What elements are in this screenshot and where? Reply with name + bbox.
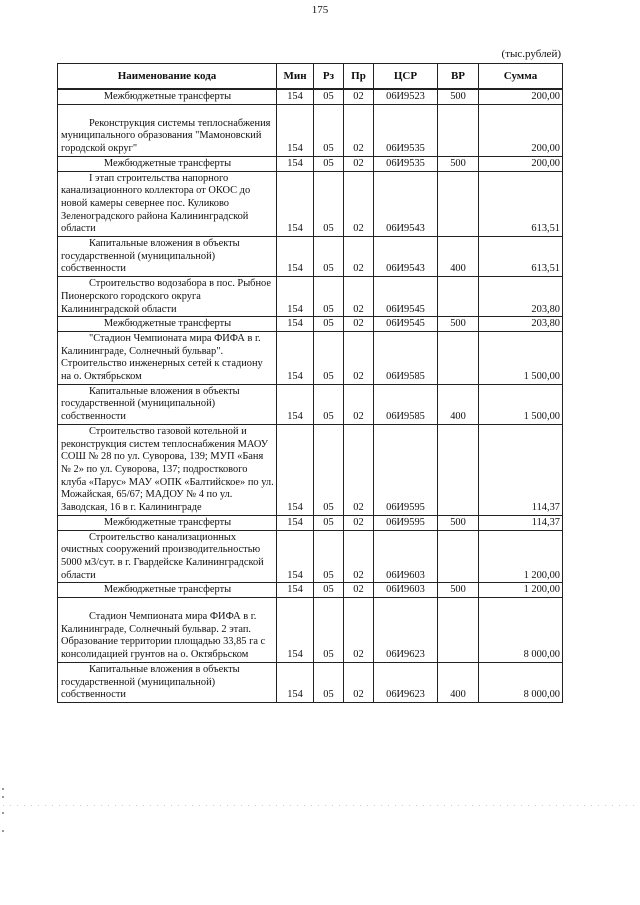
row-pr: 02 [344,171,374,237]
row-csr: 06И9543 [374,171,438,237]
units-label: (тыс.рублей) [501,48,561,60]
row-csr: 06И9535 [374,156,438,171]
row-name: Капитальные вложения в объекты государственной (муниципальной) собственности [61,385,240,423]
page-number: 175 [311,4,329,16]
row-rz: 05 [314,89,344,104]
row-vr: 500 [438,89,479,104]
scan-noise-dot [2,812,4,814]
row-rz: 05 [314,583,344,598]
table-row [58,89,563,104]
table-row [58,515,563,530]
row-csr: 06И9545 [374,277,438,317]
row-pr: 02 [344,424,374,515]
row-csr: 06И9623 [374,598,438,663]
header-name: Наименование кода [58,64,277,90]
row-name-cell [58,171,277,237]
row-name: Межбюджетные трансферты [58,156,277,171]
row-vr [438,277,479,317]
row-name: Межбюджетные трансферты [58,89,277,104]
row-pr: 02 [344,583,374,598]
row-min: 154 [277,331,314,384]
row-min: 154 [277,237,314,277]
row-vr: 500 [438,156,479,171]
row-vr [438,530,479,583]
row-vr [438,171,479,237]
row-min: 154 [277,277,314,317]
row-min: 154 [277,104,314,156]
row-csr: 06И9603 [374,530,438,583]
header-min: Мин [277,64,314,90]
row-name: Строительство канализационных очистных сооружений производительностью 5000 м3/сут. в г. Гвардейске Калининградской области [61,531,264,581]
row-rz: 05 [314,331,344,384]
row-vr [438,424,479,515]
row-sum: 203,80 [479,317,563,332]
row-pr: 02 [344,530,374,583]
row-rz: 05 [314,384,344,424]
row-pr: 02 [344,156,374,171]
row-sum: 200,00 [479,89,563,104]
row-min: 154 [277,156,314,171]
row-vr: 400 [438,237,479,277]
row-sum: 1 500,00 [479,331,563,384]
table-row [58,156,563,171]
row-min: 154 [277,515,314,530]
table-row [58,317,563,332]
row-name: Капитальные вложения в объекты государственной (муниципальной) собственности [61,663,240,701]
row-rz: 05 [314,277,344,317]
row-pr: 02 [344,384,374,424]
row-csr: 06И9603 [374,583,438,598]
row-min: 154 [277,598,314,663]
row-name-cell [58,530,277,583]
row-csr: 06И9535 [374,104,438,156]
header-sum: Сумма [479,64,563,90]
row-csr: 06И9523 [374,89,438,104]
row-name-cell [58,598,277,663]
row-sum: 114,37 [479,424,563,515]
row-vr: 400 [438,384,479,424]
table-row [58,331,563,384]
row-pr: 02 [344,89,374,104]
row-rz: 05 [314,317,344,332]
row-rz: 05 [314,104,344,156]
row-pr: 02 [344,598,374,663]
row-name-cell [58,662,277,702]
header-rz: Рз [314,64,344,90]
row-pr: 02 [344,277,374,317]
row-rz: 05 [314,424,344,515]
header-pr: Пр [344,64,374,90]
row-vr: 500 [438,515,479,530]
row-vr [438,104,479,156]
row-min: 154 [277,89,314,104]
row-vr [438,598,479,663]
row-csr: 06И9595 [374,515,438,530]
row-name: Межбюджетные трансферты [58,515,277,530]
row-sum: 1 200,00 [479,583,563,598]
table-row [58,237,563,277]
row-name: Реконструкция системы теплоснабжения муниципального образования "Мамоновский городской округ" [61,117,271,155]
row-name: "Стадион Чемпионата мира ФИФА в г. Калининграде, Солнечный бульвар". Строительство инженерных сетей к стадиону на о. Октябрьском [61,332,263,383]
header-csr: ЦСР [374,64,438,90]
row-sum: 8 000,00 [479,662,563,702]
row-rz: 05 [314,171,344,237]
scan-noise-dot [2,788,4,790]
row-name-cell [58,237,277,277]
row-vr [438,331,479,384]
row-pr: 02 [344,317,374,332]
row-name-cell [58,331,277,384]
table-row [58,277,563,317]
header-vr: ВР [438,64,479,90]
table-row [58,104,563,156]
row-sum: 8 000,00 [479,598,563,663]
row-name: Строительство газовой котельной и реконструкция систем теплоснабжения МАОУ СОШ № 28 по ул. Суворова, 139; МУП «Баня № 2» по ул. Суворова, 137; подросткового клуба «Парус» МАУ «ОПК «Балтийское» по ул. Можайская, 65/67; МАДОУ № 4 по ул. Заводская, 16 в г. Калининграде [61,425,274,514]
row-rz: 05 [314,530,344,583]
row-sum: 613,51 [479,171,563,237]
row-name: Строительство водозабора в пос. Рыбное Пионерского городского округа Калининградской области [61,278,271,315]
row-sum: 1 200,00 [479,530,563,583]
table-row [58,598,563,663]
row-rz: 05 [314,237,344,277]
row-min: 154 [277,171,314,237]
table-header-row [58,64,563,90]
row-name: Стадион Чемпионата мира ФИФА в г. Калининграде, Солнечный бульвар. 2 этап. Образование территории площадью 33,85 га с консолидацией грунтов на о. Октябрьском [61,611,266,661]
budget-table [57,63,563,703]
row-name-cell [58,104,277,156]
row-pr: 02 [344,662,374,702]
table-row [58,384,563,424]
row-csr: 06И9595 [374,424,438,515]
row-min: 154 [277,424,314,515]
row-sum: 613,51 [479,237,563,277]
scan-noise-dot [2,830,4,832]
row-min: 154 [277,662,314,702]
row-vr: 500 [438,583,479,598]
row-min: 154 [277,530,314,583]
table-row [58,171,563,237]
row-vr: 400 [438,662,479,702]
row-name: Межбюджетные трансферты [58,317,277,332]
table-row [58,583,563,598]
row-pr: 02 [344,104,374,156]
scan-noise-dot [2,796,4,798]
row-csr: 06И9545 [374,317,438,332]
row-pr: 02 [344,515,374,530]
row-sum: 114,37 [479,515,563,530]
row-sum: 200,00 [479,156,563,171]
row-name: I этап строительства напорного канализационного коллектора от ОКОС до новой камеры севернее пос. Куликово Зеленоградского района Калининградской области [61,172,251,235]
row-rz: 05 [314,662,344,702]
table-row [58,424,563,515]
table-row [58,662,563,702]
row-rz: 05 [314,598,344,663]
row-name-cell [58,277,277,317]
row-pr: 02 [344,331,374,384]
row-csr: 06И9623 [374,662,438,702]
row-csr: 06И9585 [374,384,438,424]
row-rz: 05 [314,515,344,530]
row-rz: 05 [314,156,344,171]
table-row [58,530,563,583]
row-sum: 203,80 [479,277,563,317]
row-min: 154 [277,583,314,598]
row-min: 154 [277,384,314,424]
row-name-cell [58,424,277,515]
row-name-cell [58,384,277,424]
row-name: Межбюджетные трансферты [58,583,277,598]
row-csr: 06И9543 [374,237,438,277]
row-csr: 06И9585 [374,331,438,384]
row-sum: 200,00 [479,104,563,156]
row-name: Капитальные вложения в объекты государственной (муниципальной) собственности [61,238,240,275]
row-pr: 02 [344,237,374,277]
row-min: 154 [277,317,314,332]
scan-noise-line [0,805,640,806]
row-vr: 500 [438,317,479,332]
row-sum: 1 500,00 [479,384,563,424]
